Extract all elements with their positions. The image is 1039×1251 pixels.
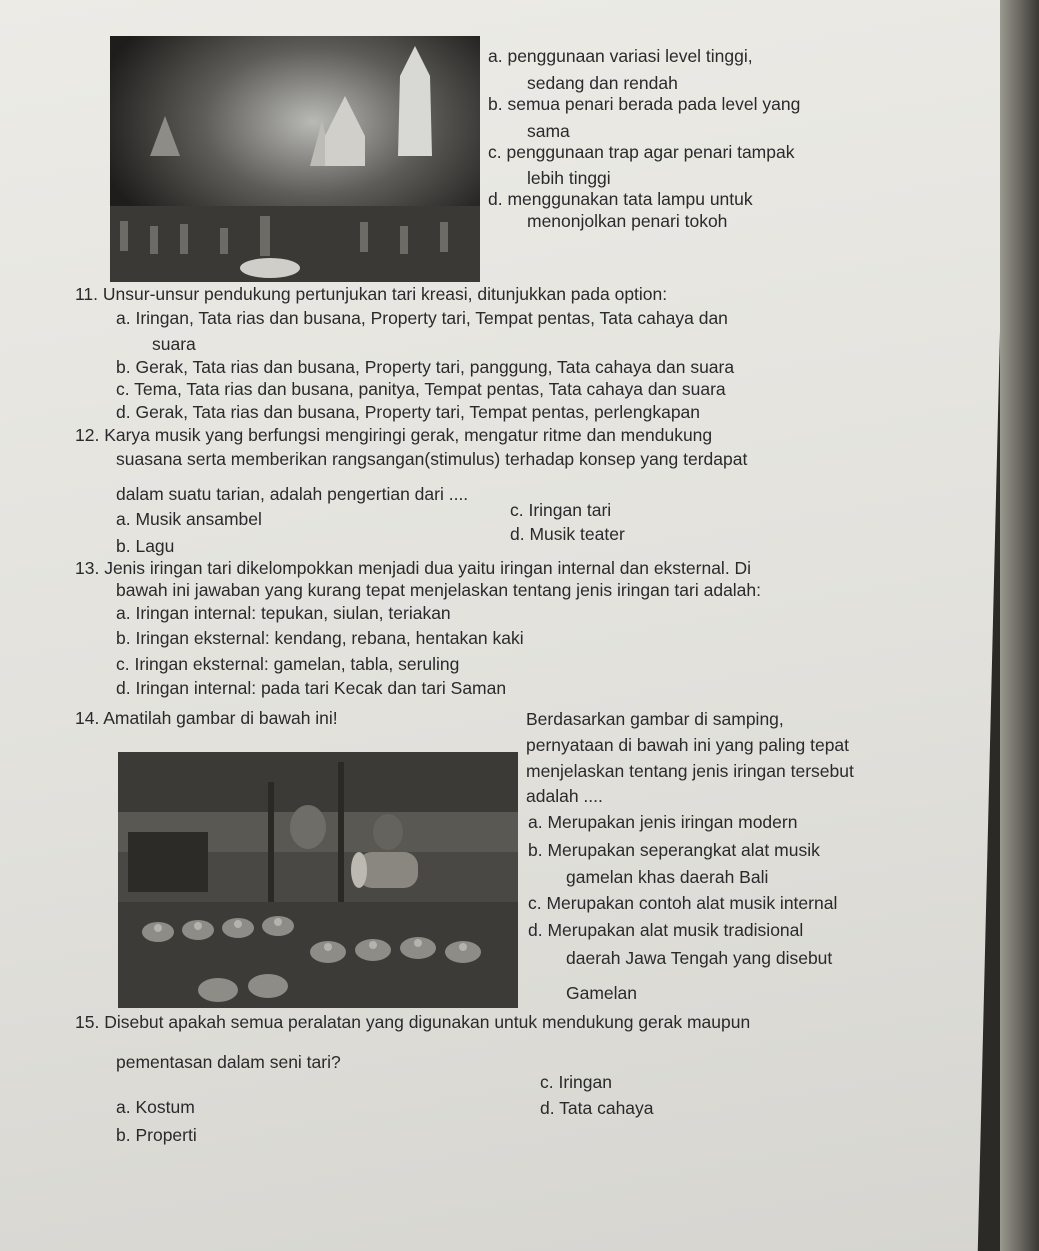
q15-option-c: c. Iringan	[540, 1072, 612, 1092]
q15-option-b: b. Properti	[116, 1125, 197, 1145]
q12-option-c: c. Iringan tari	[510, 500, 612, 520]
q12-line2: suasana serta memberikan rangsangan(stimulus) terhadap konsep yang terdapat	[116, 449, 748, 469]
q14-text-line2: pernyataan di bawah ini yang paling tepat	[526, 735, 850, 755]
option-c-line1: c. penggunaan trap agar penari tampak	[488, 142, 795, 162]
q15-option-a: a. Kostum	[116, 1097, 195, 1117]
option-d-line2: menonjolkan penari tokoh	[527, 211, 728, 231]
q15-line2: pementasan dalam seni tari?	[116, 1052, 341, 1072]
q14-option-c: c. Merupakan contoh alat musik internal	[528, 893, 838, 913]
q11-option-a-line1: a. Iringan, Tata rias dan busana, Property tari, Tempat pentas, Tata cahaya dan	[116, 308, 728, 328]
option-d-line1: d. menggunakan tata lampu untuk	[488, 189, 753, 209]
q12-line1: 12. Karya musik yang berfungsi mengiringi gerak, mengatur ritme dan mendukung	[75, 425, 713, 445]
q14-option-d-line3: Gamelan	[566, 983, 638, 1003]
q11-option-d: d. Gerak, Tata rias dan busana, Property tari, Tempat pentas, perlengkapan	[116, 402, 701, 422]
option-a-line2: sedang dan rendah	[527, 73, 678, 93]
q14-option-d-line2: daerah Jawa Tengah yang disebut	[566, 948, 833, 968]
q12-option-a: a. Musik ansambel	[116, 509, 262, 529]
q13-line1: 13. Jenis iringan tari dikelompokkan menjadi dua yaitu iringan internal dan eksternal. Di	[75, 558, 752, 578]
q14-text-line3: menjelaskan tentang jenis iringan tersebut	[526, 761, 854, 781]
q11-option-b: b. Gerak, Tata rias dan busana, Property tari, panggung, Tata cahaya dan suara	[116, 357, 735, 377]
q14-option-d-line1: d. Merupakan alat musik tradisional	[528, 920, 804, 940]
q13-option-b: b. Iringan eksternal: kendang, rebana, hentakan kaki	[116, 628, 524, 648]
q14-option-b-line2: gamelan khas daerah Bali	[566, 867, 769, 887]
q14-option-b-line1: b. Merupakan seperangkat alat musik	[528, 840, 820, 860]
option-c-line2: lebih tinggi	[527, 168, 611, 188]
q13-option-c: c. Iringan eksternal: gamelan, tabla, seruling	[116, 654, 460, 674]
q12-line3: dalam suatu tarian, adalah pengertian dari ....	[116, 484, 469, 504]
option-b-line1: b. semua penari berada pada level yang	[488, 94, 801, 114]
page-edge-shadow	[1000, 0, 1039, 1251]
q12-option-b: b. Lagu	[116, 536, 175, 556]
q14-text-line4: adalah ....	[526, 786, 603, 806]
option-b-line2: sama	[527, 121, 570, 141]
q13-option-d: d. Iringan internal: pada tari Kecak dan tari Saman	[116, 678, 507, 698]
q14-option-a: a. Merupakan jenis iringan modern	[528, 812, 798, 832]
gamelan-photo	[118, 752, 518, 1008]
q12-option-d: d. Musik teater	[510, 524, 625, 544]
q14-stem: 14. Amatilah gambar di bawah ini!	[75, 708, 338, 728]
q15-line1: 15. Disebut apakah semua peralatan yang digunakan untuk mendukung gerak maupun	[75, 1012, 751, 1032]
temple-performance-photo	[110, 36, 480, 282]
q11-option-c: c. Tema, Tata rias dan busana, panitya, Tempat pentas, Tata cahaya dan suara	[116, 379, 726, 399]
q11-stem: 11. Unsur-unsur pendukung pertunjukan tari kreasi, ditunjukkan pada option:	[75, 284, 668, 304]
q15-option-d: d. Tata cahaya	[540, 1098, 654, 1118]
option-a-line1: a. penggunaan variasi level tinggi,	[488, 46, 753, 66]
q14-text-line1: Berdasarkan gambar di samping,	[526, 709, 784, 729]
q11-option-a-line2: suara	[152, 334, 196, 354]
q13-option-a: a. Iringan internal: tepukan, siulan, teriakan	[116, 603, 451, 623]
q13-line2: bawah ini jawaban yang kurang tepat menjelaskan tentang jenis iringan tari adalah:	[116, 580, 762, 600]
